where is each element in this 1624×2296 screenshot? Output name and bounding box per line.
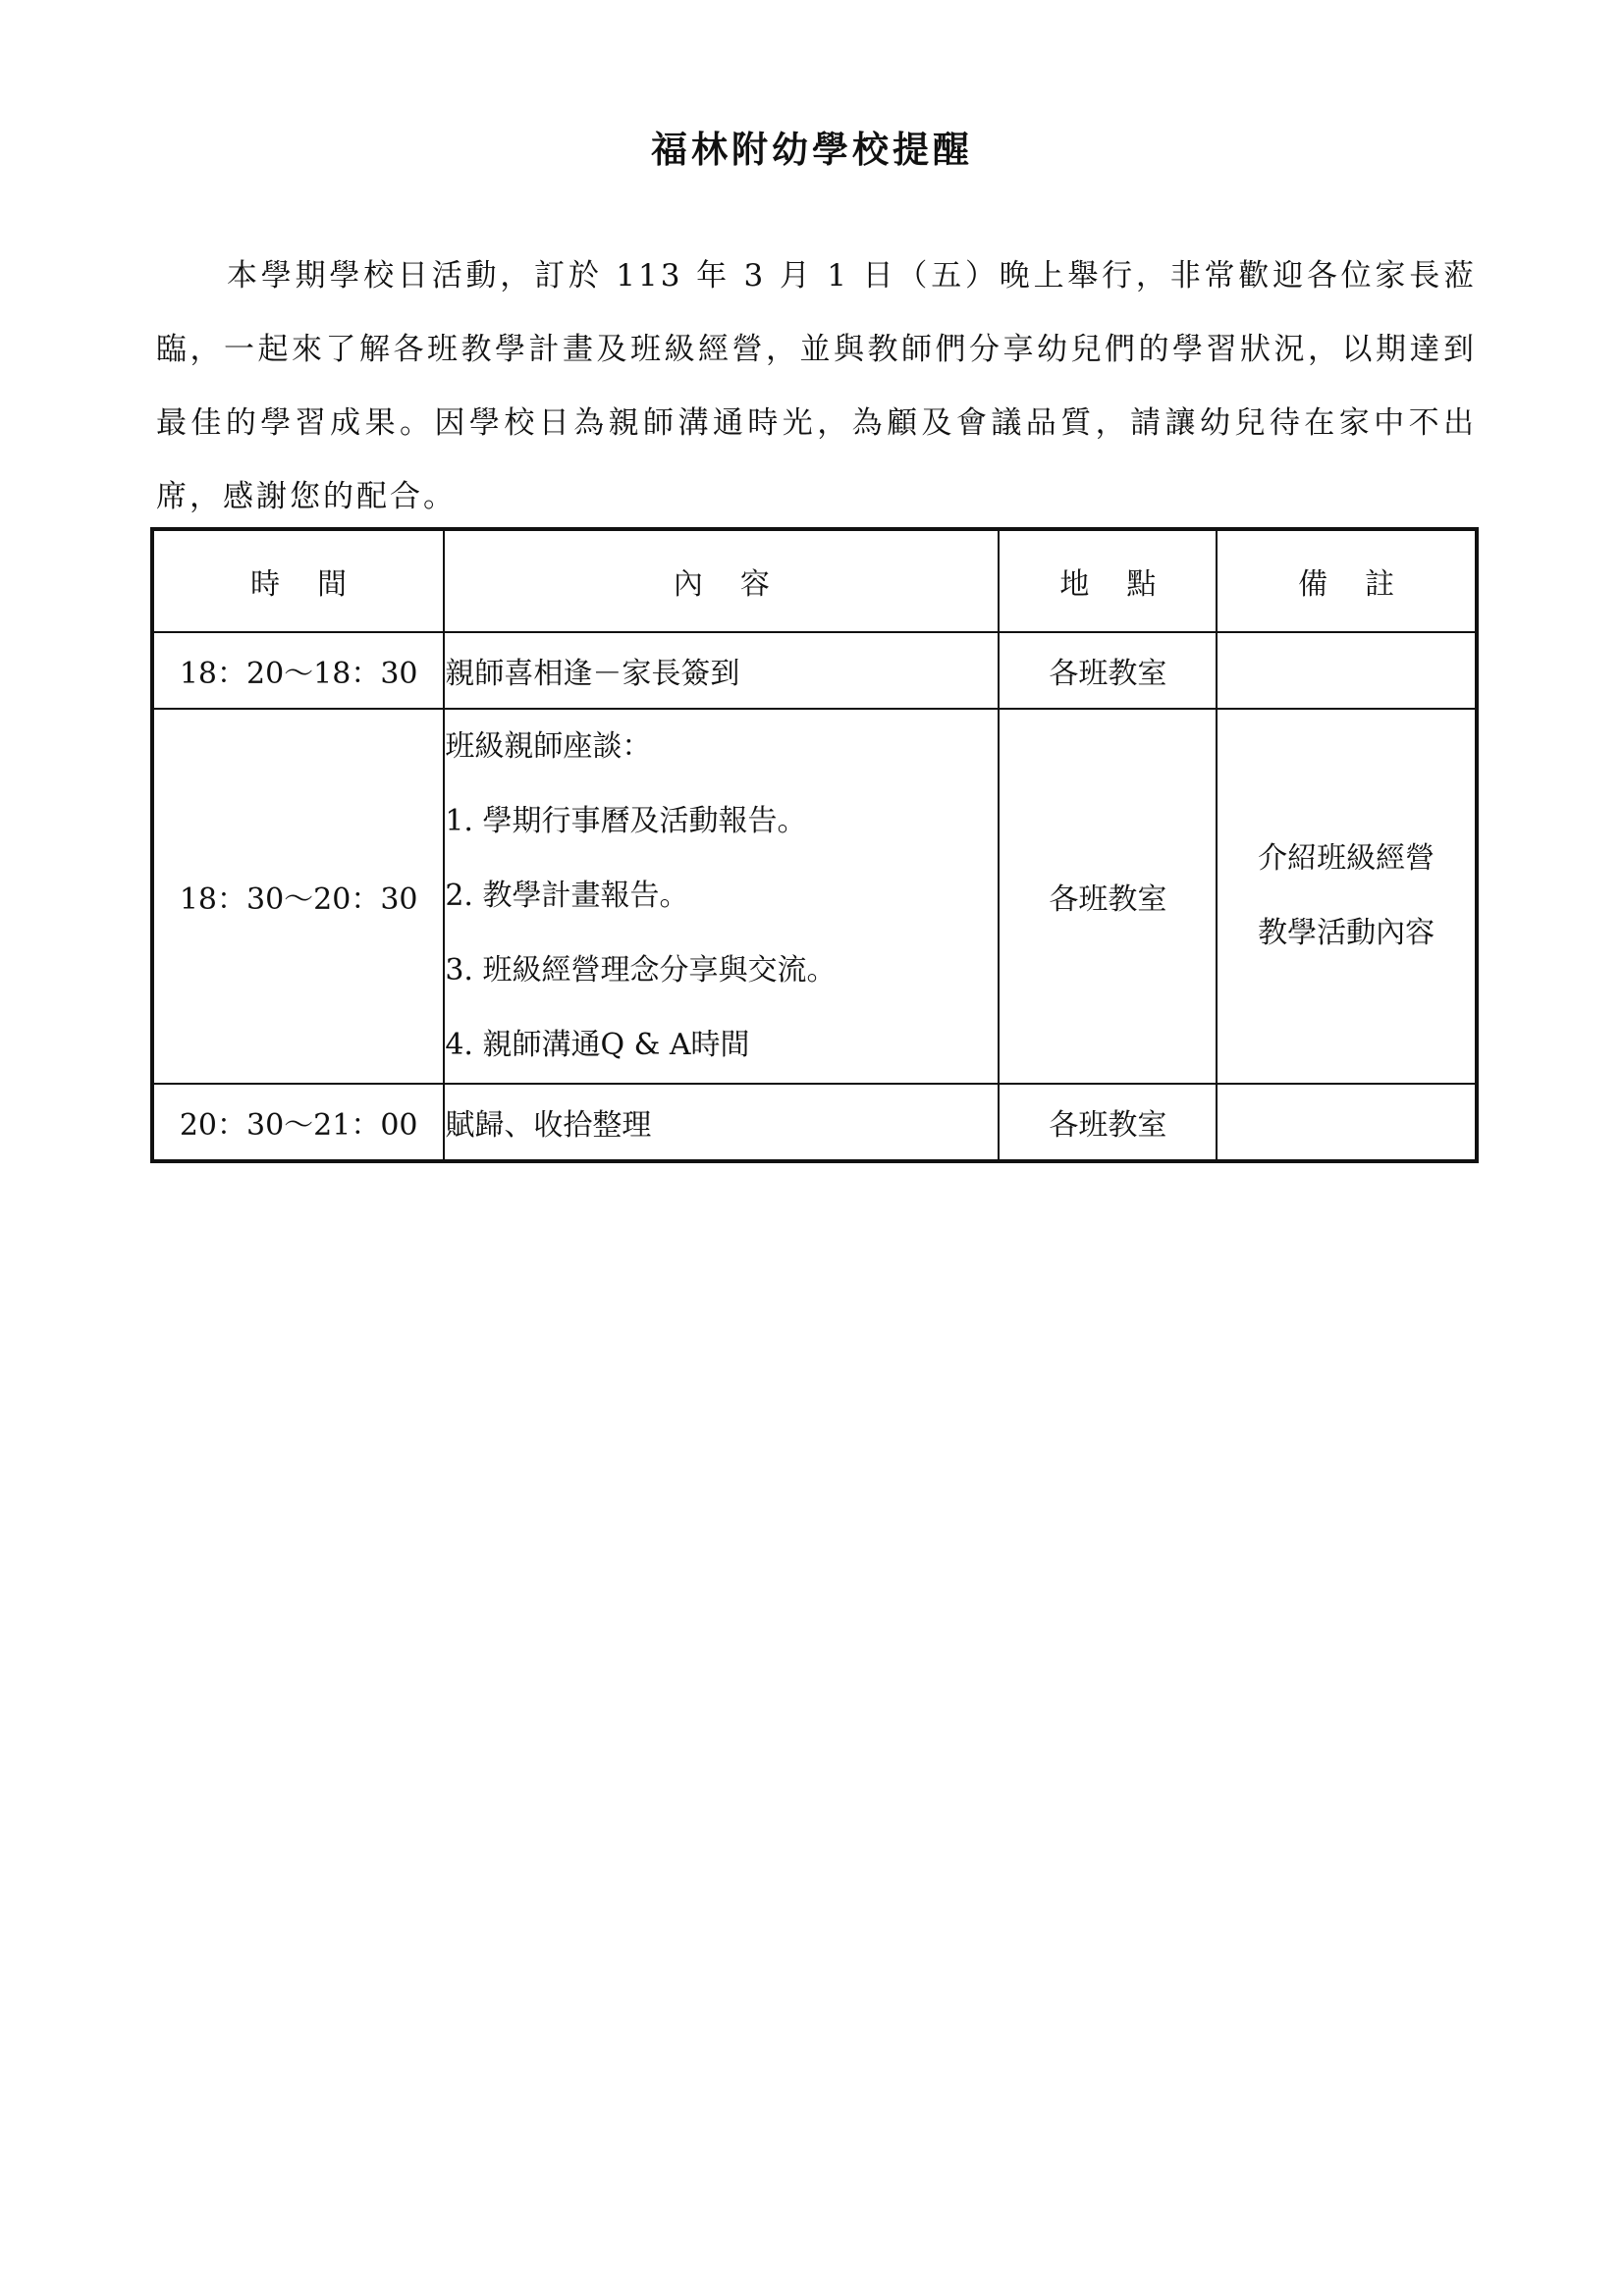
schedule-table xyxy=(150,527,1479,1163)
table-row xyxy=(152,1084,1477,1161)
table-header-row xyxy=(152,529,1477,632)
intro-paragraph: 本學期學校日活動，訂於 113 年 3 月 1 日（五）晚上舉行，非常歡迎各位家長蒞臨，一起來了解各班教學計畫及班級經營，並與教師們分享幼兒們的學習狀況，以期達到最佳的學習成果。因學校日為親師溝通時光，為顧及會議品質，請讓幼兒待在家中不出席，感謝您的配合。 xyxy=(156,258,1477,514)
row-content xyxy=(444,632,999,709)
content-line: 1. 學期行事曆及活動報告。 xyxy=(445,804,807,838)
row-place: 各班教室 xyxy=(999,632,1217,709)
table-row xyxy=(152,709,1477,1084)
row-place: 各班教室 xyxy=(999,1084,1217,1161)
content-line: 班級親師座談： xyxy=(445,729,652,764)
row-note xyxy=(1217,709,1477,1084)
content-line: 4. 親師溝通Q & A時間 xyxy=(445,1028,750,1062)
row-time: 20：30～21：00 xyxy=(152,1084,444,1161)
content-line: 親師喜相逢－家長簽到 xyxy=(445,657,740,691)
row-time: 18：30～20：30 xyxy=(152,709,444,1084)
table-row xyxy=(152,632,1477,709)
header-content: 內容 xyxy=(444,529,999,632)
row-note xyxy=(1217,1084,1477,1161)
document-title: 福林附幼學校提醒 xyxy=(651,129,973,171)
header-note: 備註 xyxy=(1217,529,1477,632)
note-line: 介紹班級經營 xyxy=(1258,841,1435,876)
row-place: 各班教室 xyxy=(999,709,1217,1084)
row-note xyxy=(1217,632,1477,709)
header-place: 地點 xyxy=(999,529,1217,632)
row-time: 18：20～18：30 xyxy=(152,632,444,709)
row-content xyxy=(444,709,999,1084)
header-time: 時間 xyxy=(152,529,444,632)
content-line: 賦歸、收拾整理 xyxy=(445,1108,652,1143)
row-content xyxy=(444,1084,999,1161)
content-line: 3. 班級經營理念分享與交流。 xyxy=(445,953,837,988)
note-line: 教學活動內容 xyxy=(1258,916,1435,950)
content-line: 2. 教學計畫報告。 xyxy=(445,879,689,913)
